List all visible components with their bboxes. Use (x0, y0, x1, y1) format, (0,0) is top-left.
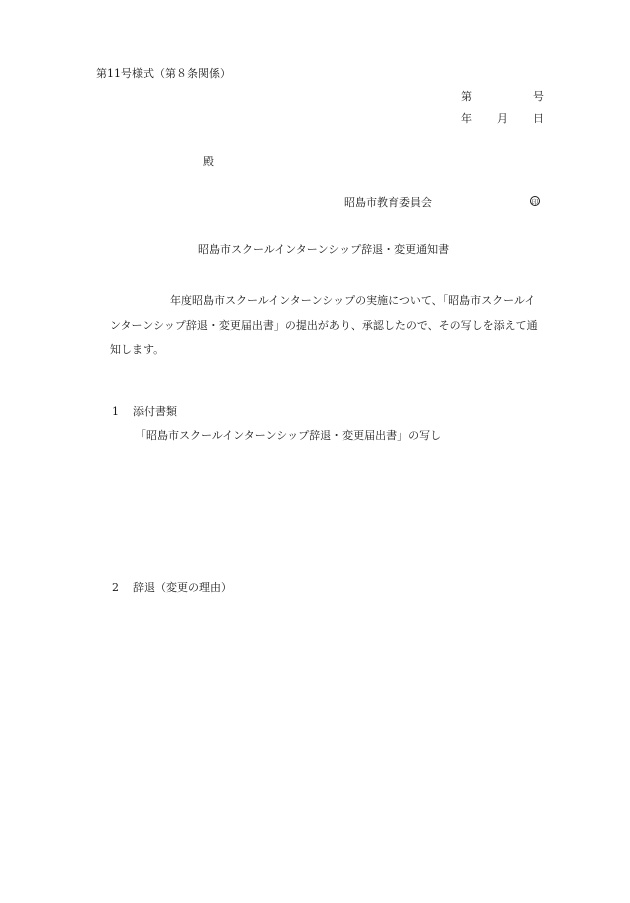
item-content: 「昭島市スクールインターンシップ辞退・変更届出書」の写し (135, 429, 442, 442)
date-month-label: 月 (497, 112, 508, 125)
body-text-line: 知します。 (110, 343, 165, 356)
body-text-line: 年度昭島市スクールインターンシップの実施について、「昭島市スクールイ (170, 294, 536, 307)
issuer-name: 昭島市教育委員会 (344, 196, 432, 209)
item-heading: 添付書類 (133, 405, 177, 418)
body-text-line: ンターンシップ辞退・変更届出書」の提出があり、承認したので、その写しを添えて通 (110, 319, 538, 332)
seal-mark-icon: 印 (531, 198, 539, 206)
item-number: 1 (112, 405, 119, 418)
date-year-label: 年 (461, 112, 472, 125)
item-number: 2 (112, 581, 119, 594)
document-title: 昭島市スクールインターンシップ辞退・変更通知書 (198, 243, 450, 256)
item-heading: 辞退（変更の理由） (133, 581, 232, 594)
form-number: 第11号様式（第８条関係） (96, 67, 231, 80)
document-number-dai: 第 (461, 90, 472, 103)
document-number-go: 号 (533, 90, 544, 103)
date-day-label: 日 (533, 112, 544, 125)
recipient-honorific: 殿 (203, 155, 214, 168)
